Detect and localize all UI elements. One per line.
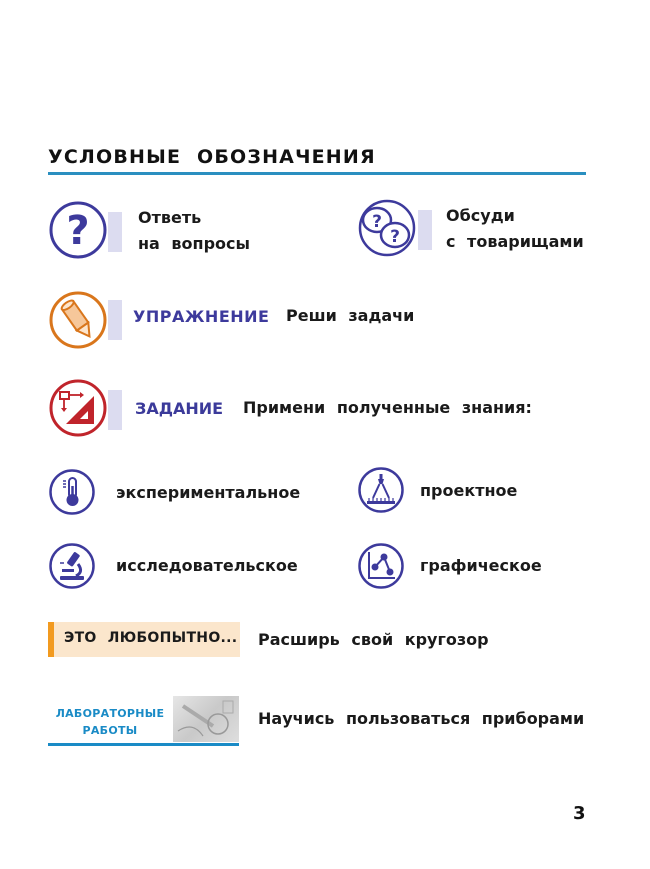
pencil-icon	[48, 290, 108, 350]
graph-icon	[357, 542, 405, 590]
speech-bubbles-question-icon	[357, 198, 417, 258]
svg-text:?: ?	[66, 208, 90, 254]
task-type-research: исследовательское	[116, 556, 298, 575]
task-description: Примени полученные знания:	[243, 398, 532, 417]
lab-sketch-icon	[173, 696, 239, 742]
lab-label-line1: ЛАБОРАТОРНЫЕ	[55, 707, 165, 720]
task-keyword: ЗАДАНИЕ	[135, 399, 224, 418]
lab-equipment-image	[173, 696, 239, 742]
question-circle-icon	[48, 200, 108, 260]
curious-label: ЭТО ЛЮБОПЫТНО...	[64, 630, 238, 646]
curious-description: Расширь свой кругозор	[258, 630, 489, 649]
thermometer-icon	[48, 468, 96, 516]
lab-label-line2: РАБОТЫ	[82, 724, 138, 737]
exercise-keyword: УПРАЖНЕНИЕ	[133, 307, 270, 326]
discuss-line2: с товарищами	[446, 232, 584, 251]
microscope-icon	[48, 542, 96, 590]
flowchart-triangle-ruler-icon	[48, 378, 108, 438]
task-type-graphic: графическое	[420, 556, 542, 575]
exercise-description: Реши задачи	[286, 306, 415, 325]
lab-label	[48, 705, 172, 739]
compass-ruler-icon	[357, 466, 405, 514]
icon-tab	[418, 210, 432, 250]
svg-text:?: ?	[390, 227, 400, 247]
page-number: 3	[573, 803, 586, 824]
page-title: УСЛОВНЫЕ ОБОЗНАЧЕНИЯ	[48, 146, 376, 168]
lab-description: Научись пользоваться приборами	[258, 709, 585, 728]
svg-text:?: ?	[372, 212, 382, 232]
discuss-line1: Обсуди	[446, 206, 515, 225]
task-type-project: проектное	[420, 481, 518, 500]
answer-line2: на вопросы	[138, 234, 250, 253]
lab-divider	[48, 743, 239, 746]
curious-accent-bar	[48, 622, 54, 657]
icon-tab	[108, 212, 122, 252]
icon-tab	[108, 390, 122, 430]
icon-tab	[108, 300, 122, 340]
title-divider	[48, 172, 586, 175]
answer-line1: Ответь	[138, 208, 202, 227]
task-type-experimental: экспериментальное	[116, 483, 301, 502]
